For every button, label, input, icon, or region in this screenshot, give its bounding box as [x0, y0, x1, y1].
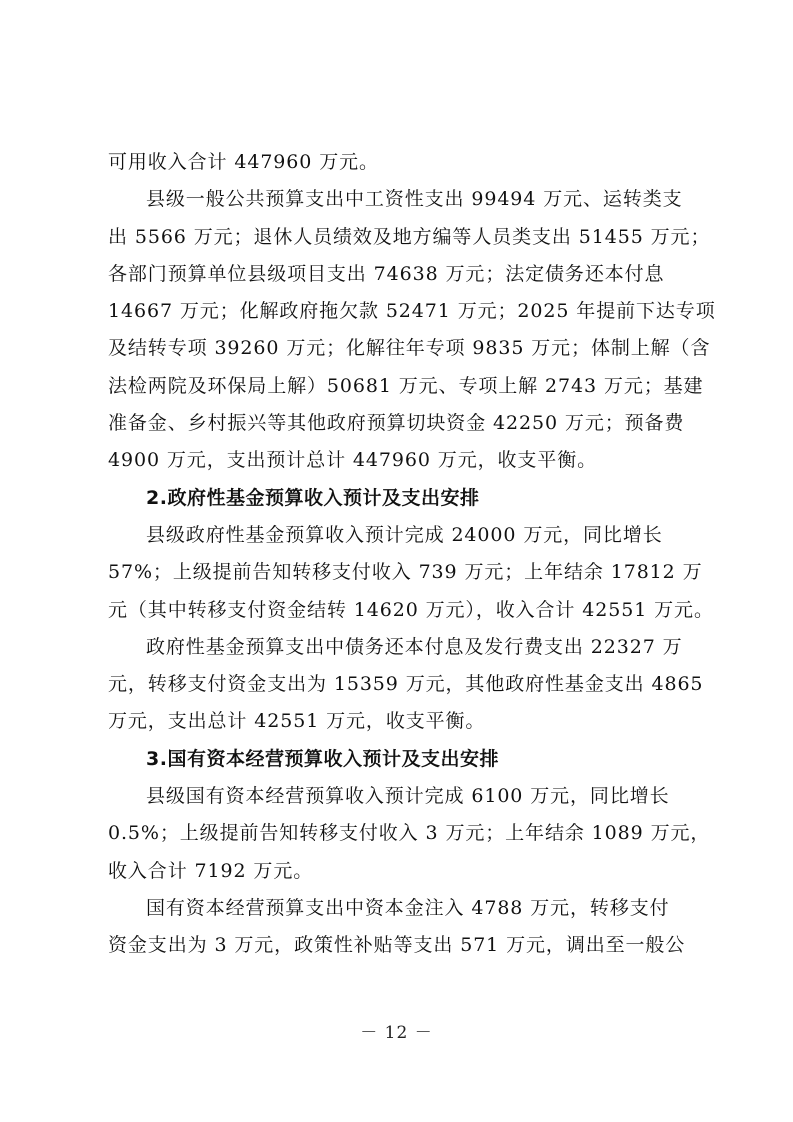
section-heading: 3.国有资本经营预算收入预计及支出安排: [146, 747, 499, 770]
document-body: [108, 144, 716, 965]
text-line: 4900 万元，支出预计总计 447960 万元，收支平衡。: [108, 449, 598, 472]
text-line: 可用收入合计 447960 万元。: [108, 151, 379, 173]
text-line: 万元，支出总计 42551 万元，收支平衡。: [108, 710, 486, 733]
paragraph-start: 县级一般公共预算支出中工资性支出 99494 万元、运转类支: [146, 188, 683, 211]
page-number: － 12 －: [360, 1023, 433, 1043]
text-line: 0.5%；上级提前告知转移支付收入 3 万元；上年结余 1089 万元，: [108, 822, 711, 845]
text-line: 各部门预算单位县级项目支出 74638 万元；法定债务还本付息: [108, 262, 665, 285]
text-line: 57%；上级提前告知转移支付收入 739 万元；上年结余 17812 万: [108, 561, 703, 584]
paragraph-start: 县级政府性基金预算收入预计完成 24000 万元，同比增长: [146, 523, 663, 546]
paragraph-start: 政府性基金预算支出中债务还本付息及发行费支出 22327 万: [146, 635, 683, 658]
text-line: 出 5566 万元；退休人员绩效及地方编等人员类支出 51455 万元；: [108, 225, 711, 248]
paragraph-start: 国有资本经营预算支出中资本金注入 4788 万元，转移支付: [146, 896, 670, 919]
paragraph-start: 县级国有资本经营预算收入预计完成 6100 万元，同比增长: [146, 785, 670, 808]
text-line: 资金支出为 3 万元，政策性补贴等支出 571 万元，调出至一般公: [108, 934, 686, 957]
text-line: 及结转专项 39260 万元；化解往年专项 9835 万元；体制上解（含: [108, 337, 711, 360]
text-line: 收入合计 7192 万元。: [108, 859, 314, 882]
text-line: 元，转移支付资金支出为 15359 万元，其他政府性基金支出 4865: [108, 673, 704, 696]
section-heading: 2.政府性基金预算收入预计及支出安排: [146, 486, 480, 509]
text-line: 14667 万元；化解政府拖欠款 52471 万元；2025 年提前下达专项: [108, 300, 716, 323]
text-line: 元（其中转移支付资金结转 14620 万元），收入合计 42551 万元。: [108, 598, 714, 621]
text-line: 准备金、乡村振兴等其他政府预算切块资金 42250 万元；预备费: [108, 412, 685, 435]
text-line: 法检两院及环保局上解）50681 万元、专项上解 2743 万元；基建: [108, 374, 704, 397]
